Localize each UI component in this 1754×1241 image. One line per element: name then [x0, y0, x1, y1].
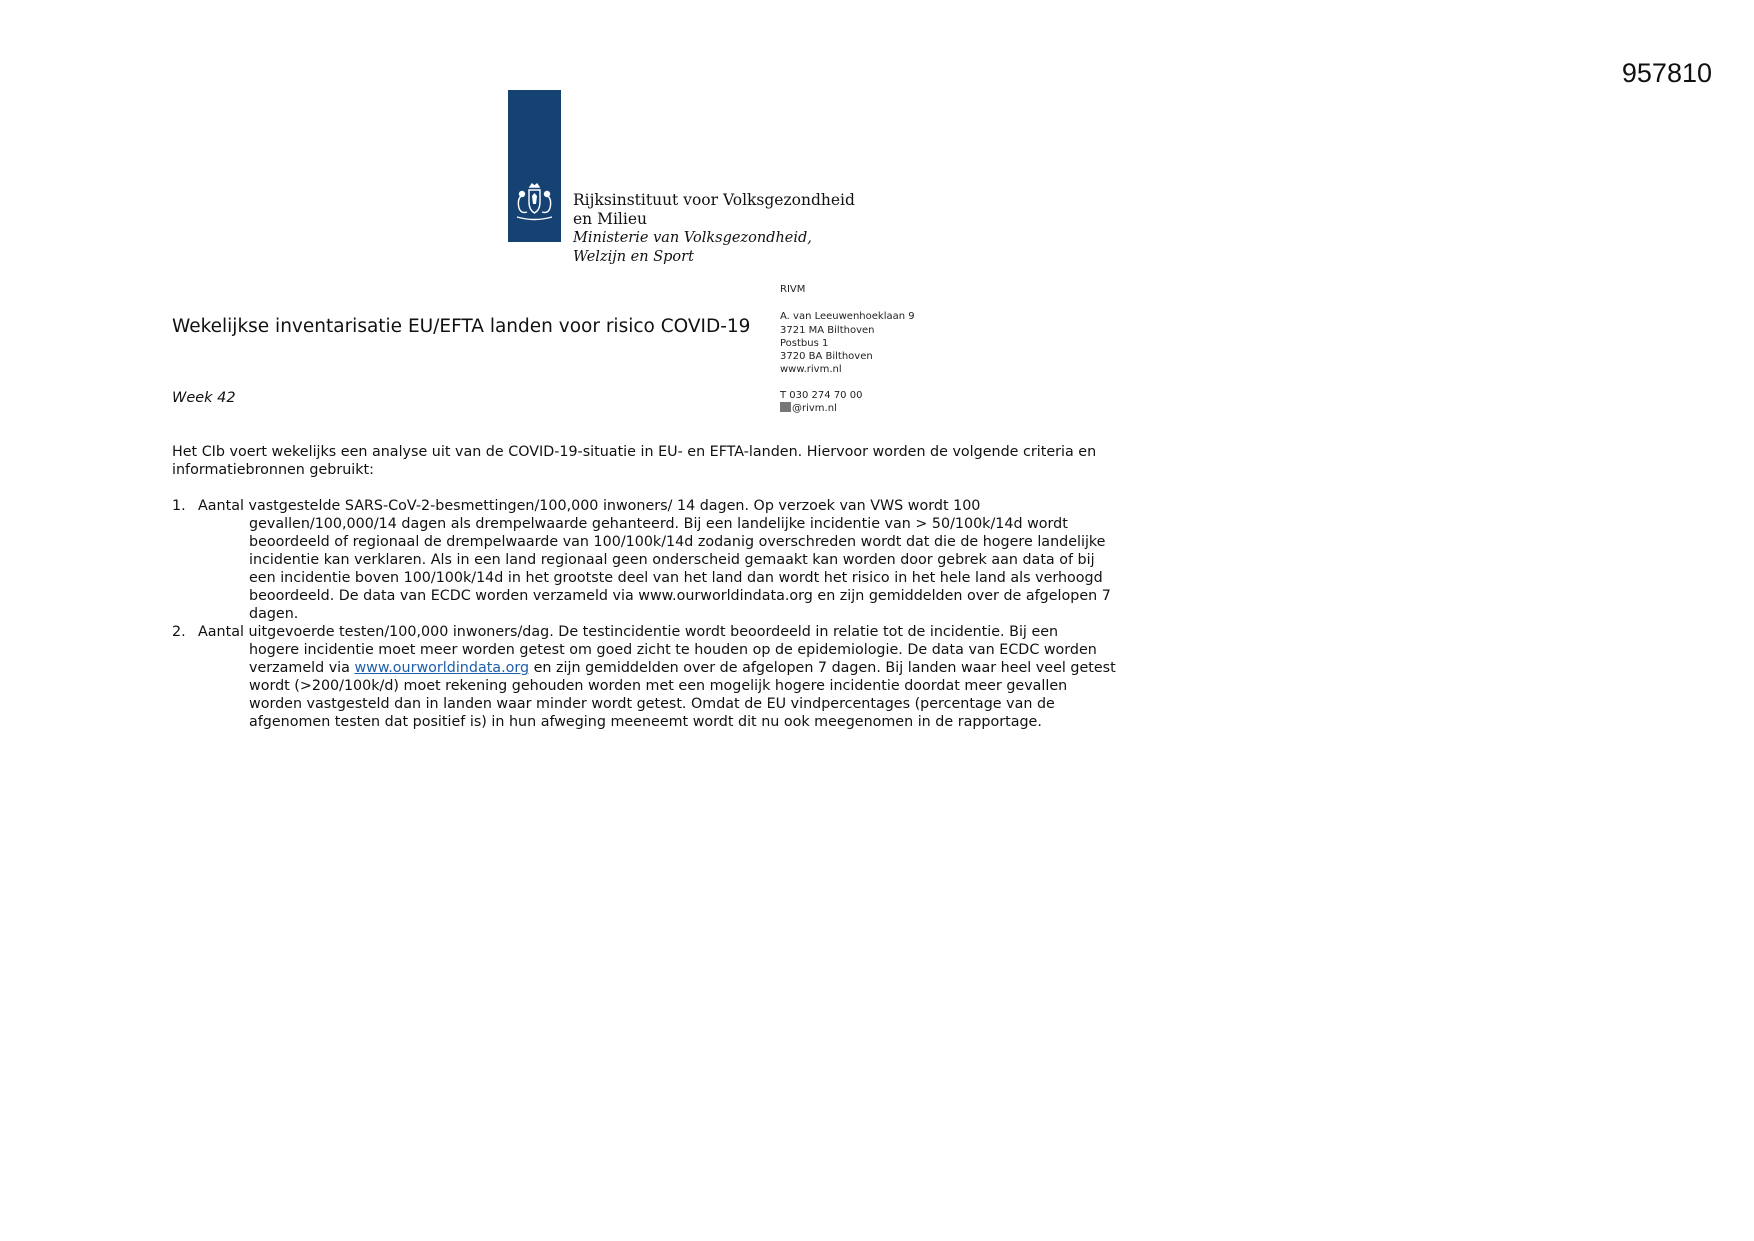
sender-postal-city: 3721 MA Bilthoven	[780, 324, 875, 336]
sender-postbox-city: 3720 BA Bilthoven	[780, 351, 873, 363]
sender-website: www.rivm.nl	[780, 364, 842, 376]
list-item-number: 2.	[172, 624, 186, 640]
criterion-first-line: Aantal vastgestelde SARS-CoV-2-besmettingen/100,000 inwoners/ 14 dagen. Op verzoek van VWS wordt 100	[198, 498, 981, 514]
document-title: Wekelijkse inventarisatie EU/EFTA landen voor risico COVID-19	[172, 316, 751, 337]
sender-name: RIVM	[780, 284, 806, 295]
org-name-line2: en Milieu	[573, 210, 647, 228]
org-name-line1: Rijksinstituut voor Volksgezondheid	[573, 191, 855, 209]
document-body	[172, 443, 1122, 731]
criterion-text: gevallen/100,000/14 dagen als drempelwaarde gehanteerd. Bij een landelijke incidentie van > 50/100k/14d wordt beoordeeld of regionaal de drempelwaarde van 100/100k/14d zodanig overschreden wordt dat die de hogere landelijke incidentie kan verklaren. Als in een land regionaal geen onderscheid gemaakt kan worden door gebrek aan data of bij een incidentie boven 100/100k/14d in het grootste deel van het land dan wordt het risico in het hele land als verhoogd beoordeeld. De data van ECDC worden verzameld via www.ourworldindata.org en zijn gemiddelden over de afgelopen 7 dagen.	[249, 516, 1111, 622]
sender-postbox: Postbus 1	[780, 337, 829, 349]
list-item	[172, 623, 1122, 731]
organization-name	[573, 191, 855, 267]
criterion-text	[198, 641, 1122, 731]
redaction-mark	[780, 402, 791, 412]
criterion-text-after-link: en zijn gemiddelden over de afgelopen 7 dagen. Bij landen waar heel veel getest wordt (>200/100k/d) moet rekening gehouden worden met een mogelijk hogere incidentie doordat meer gevallen worden vastgesteld dan in landen waar minder wordt getest. Omdat de EU vindpercentages (percentage van de afgenomen testen dat positief is) in hun afweging meeneemt wordt dit nu ook meegenomen in de rapportage.	[249, 660, 1116, 730]
list-item	[172, 497, 1122, 623]
ministry-line1: Ministerie van Volksgezondheid,	[573, 230, 812, 246]
rijksoverheid-logo	[508, 90, 561, 242]
criterion-text-before-link: hogere incidentie moet meer worden getest om goed zicht te houden op de epidemiologie. De data van ECDC worden verzameld via	[249, 642, 1097, 676]
sender-email-suffix: @rivm.nl	[792, 403, 837, 415]
week-label: Week 42	[172, 390, 236, 406]
sender-street: A. van Leeuwenhoeklaan 9	[780, 311, 915, 323]
ourworldindata-link[interactable]: www.ourworldindata.org	[354, 660, 530, 676]
list-item-number: 1.	[172, 498, 186, 514]
criterion-first-line: Aantal uitgevoerde testen/100,000 inwoners/dag. De testincidentie wordt beoordeeld in relatie tot de incidentie. Bij een	[198, 624, 1059, 640]
sender-address-block	[780, 283, 915, 415]
document-number: 957810	[1621, 58, 1712, 88]
sender-phone: T 030 274 70 00	[780, 389, 863, 401]
ministry-line2: Welzijn en Sport	[573, 249, 694, 265]
criteria-list	[172, 497, 1122, 731]
coat-of-arms-icon	[512, 182, 557, 224]
intro-paragraph: Het CIb voert wekelijks een analyse uit van de COVID-19-situatie in EU- en EFTA-landen. Hiervoor worden de volgende criteria en informatiebronnen gebruikt:	[172, 444, 1097, 478]
sender-email	[780, 402, 915, 415]
